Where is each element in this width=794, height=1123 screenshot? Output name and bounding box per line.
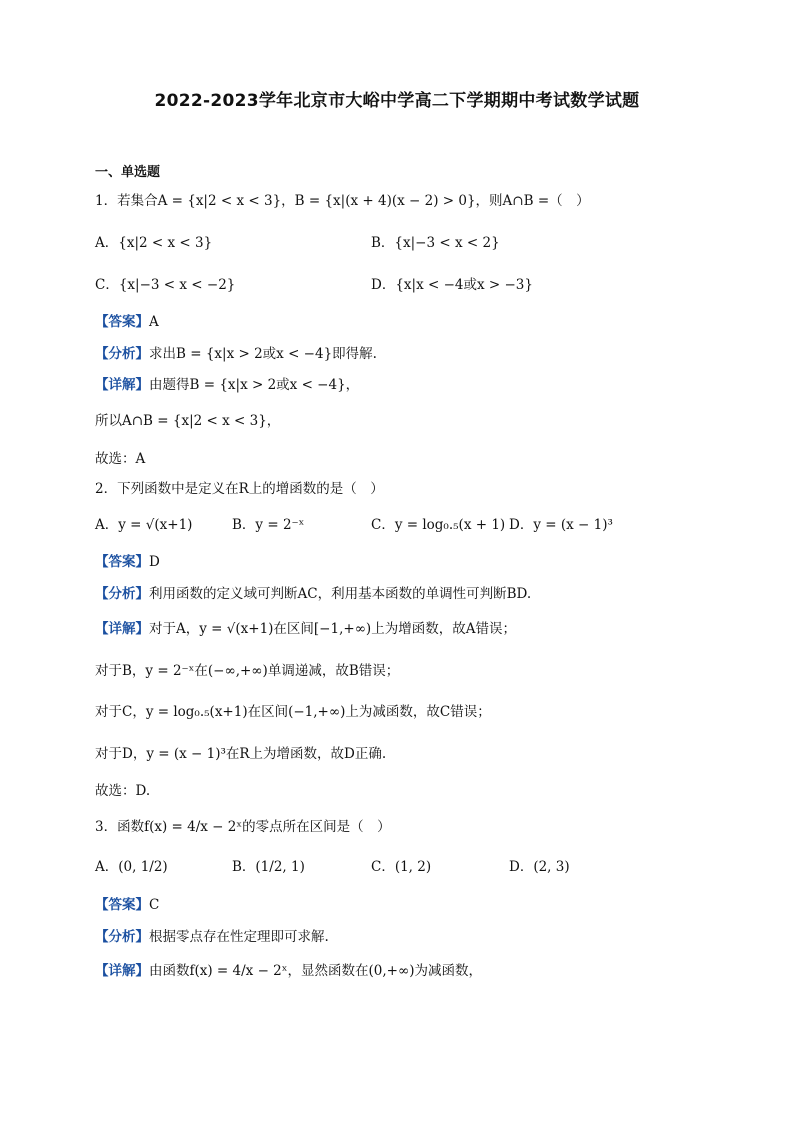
q2-option-d: D．y = (x − 1)³ — [509, 517, 613, 533]
q2-answer — [95, 553, 160, 571]
q3-option-a: A．(0, 1/2) — [95, 859, 168, 875]
detail-text: 由函数f(x) = 4/x − 2ˣ，显然函数在(0,+∞)为减函数， — [149, 963, 482, 979]
q2-detail-4: 对于D，y = (x − 1)³在R上为增函数，故D正确. — [95, 746, 387, 762]
q2-detail-2: 对于B，y = 2⁻ˣ在(−∞,+∞)单调递减，故B错误； — [95, 663, 400, 679]
q3-analysis — [95, 928, 329, 946]
answer-tag: 【答案】 — [95, 314, 149, 330]
q2-option-a: A．y = √(x+1) — [95, 517, 193, 533]
detail-tag: 【详解】 — [95, 377, 149, 393]
section-heading: 一、单选题 — [95, 165, 161, 180]
q1-answer — [95, 313, 159, 331]
q1-detail — [95, 376, 359, 394]
q2-option-c: C．y = log₀.₅(x + 1) — [371, 517, 506, 533]
analysis-text: 根据零点存在性定理即可求解. — [149, 929, 329, 945]
analysis-tag: 【分析】 — [95, 586, 149, 602]
q2-analysis — [95, 585, 531, 603]
q1-detail-2: 所以A∩B = {x|2 < x < 3}， — [95, 413, 281, 429]
q2-detail — [95, 620, 516, 638]
q1-choice: 故选：A — [95, 451, 146, 467]
analysis-text: 求出B = {x|x > 2或x < −4}即得解. — [149, 346, 377, 362]
answer-value: D — [149, 554, 160, 570]
question-3-stem: 3．函数f(x) = 4/x − 2ˣ的零点所在区间是（ ） — [95, 819, 391, 835]
q3-answer — [95, 896, 159, 914]
q1-option-d: D．{x|x < −4或x > −3} — [371, 277, 533, 293]
answer-value: C — [149, 897, 160, 913]
q3-option-d: D．(2, 3) — [509, 859, 570, 875]
q2-choice: 故选：D. — [95, 783, 151, 799]
q1-option-c: C．{x|−3 < x < −2} — [95, 277, 236, 293]
analysis-text: 利用函数的定义域可判断AC，利用基本函数的单调性可判断BD. — [149, 586, 532, 602]
q2-detail-3: 对于C，y = log₀.₅(x+1)在区间(−1,+∞)上为减函数，故C错误； — [95, 704, 491, 720]
analysis-tag: 【分析】 — [95, 346, 149, 362]
q1-analysis — [95, 345, 377, 363]
question-1-stem: 1．若集合A = {x|2 < x < 3}，B = {x|(x + 4)(x − 2) > 0}，则A∩B =（ ） — [95, 193, 590, 209]
answer-value: A — [149, 314, 159, 330]
q1-option-a: A．{x|2 < x < 3} — [95, 235, 213, 251]
detail-tag: 【详解】 — [95, 621, 149, 637]
page-title: 2022-2023学年北京市大峪中学高二下学期期中考试数学试题 — [154, 91, 640, 111]
q1-option-b: B．{x|−3 < x < 2} — [371, 235, 500, 251]
detail-text: 对于A，y = √(x+1)在区间[−1,+∞)上为增函数，故A错误； — [149, 621, 516, 637]
analysis-tag: 【分析】 — [95, 929, 149, 945]
answer-tag: 【答案】 — [95, 554, 149, 570]
answer-tag: 【答案】 — [95, 897, 149, 913]
detail-text: 由题得B = {x|x > 2或x < −4}， — [149, 377, 360, 393]
detail-tag: 【详解】 — [95, 963, 149, 979]
question-2-stem: 2．下列函数中是定义在R上的增函数的是（ ） — [95, 481, 384, 497]
q3-detail — [95, 962, 482, 980]
q3-option-b: B．(1/2, 1) — [232, 859, 305, 875]
q3-option-c: C．(1, 2) — [371, 859, 432, 875]
q2-option-b: B．y = 2⁻ˣ — [232, 517, 305, 533]
